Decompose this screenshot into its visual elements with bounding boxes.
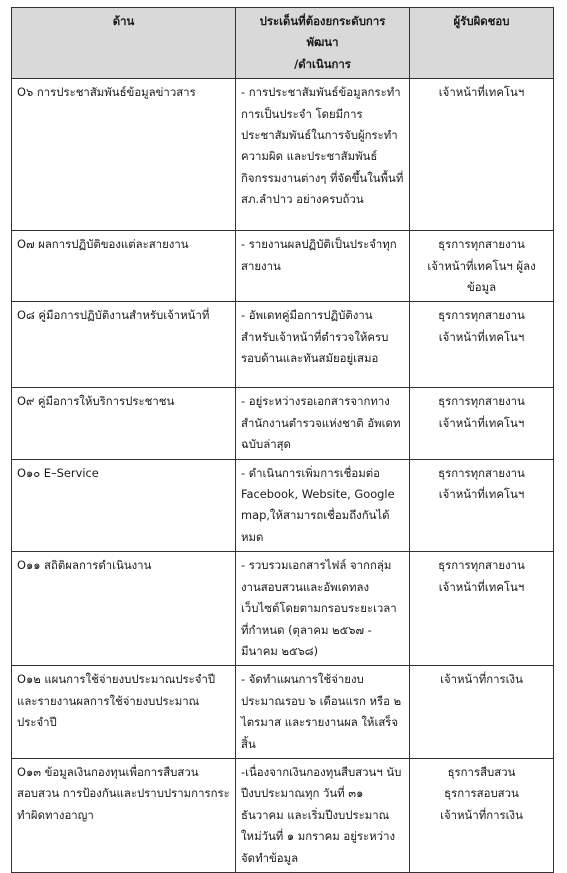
row-responsible bbox=[410, 388, 554, 459]
header-issue-line1: ประเด็นที่ต้องยกระดับการ bbox=[259, 14, 386, 28]
responsible-line: ธุรการทุกสายงาน bbox=[438, 465, 525, 480]
row-topic: O๘ คู่มือการปฏิบัติงานสำหรับเจ้าหน้าที่ bbox=[12, 302, 236, 388]
responsible-line: ธุรการทุกสายงาน bbox=[438, 394, 525, 409]
row-topic: O๑๒ แผนการใช้จ่ายงบประมาณประจำปี และรายงานผลการใช้จ่ายงบประมาณประจำปี bbox=[12, 666, 236, 759]
table-row bbox=[12, 666, 554, 759]
row-topic: O๗ ผลการปฏิบัติของแต่ละสายงาน bbox=[12, 231, 236, 302]
responsible-line: เจ้าหน้าที่เทคโนฯ bbox=[438, 415, 525, 430]
responsible-line: เจ้าหน้าที่การเงิน bbox=[440, 672, 523, 687]
responsible-line: เจ้าหน้าที่การเงิน bbox=[440, 807, 523, 822]
responsible-line: เจ้าหน้าที่เทคโนฯ bbox=[438, 329, 525, 344]
row-responsible bbox=[410, 758, 554, 872]
row-responsible bbox=[410, 552, 554, 666]
table-row bbox=[12, 79, 554, 231]
header-issue-line2: พัฒนา bbox=[306, 35, 339, 50]
header-aspect: ด้าน bbox=[12, 8, 236, 79]
header-responsible: ผู้รับผิดชอบ bbox=[410, 8, 554, 79]
row-issue: -เนื่องจากเงินกองทุนสืบสวนฯ นับปีงบประมาณทุก วันที่ ๓๑ ธันวาคม และเริ่มปีงบประมาณใหม่วันที่ ๑ มกราคม อยู่ระหว่างจัดทำข้อมูล bbox=[236, 758, 410, 872]
row-issue: - รวบรวมเอกสารไฟล์ จากกลุ่มงานสอบสวนและอัพเดทลงเว็บไซต์โดยตามกรอบระยะเวลาที่กำหนด (ตุลาคม ๒๕๖๗ - มีนาคม ๒๕๖๘) bbox=[236, 552, 410, 666]
row-issue: - อัพเดทคู่มือการปฏิบัติงานสำหรับเจ้าหน้าที่ตำรวจให้ครบรอบด้านและทันสมัยอยู่เสมอ bbox=[236, 302, 410, 388]
row-topic: O๑๓ ข้อมูลเงินกองทุนเพื่อการสืบสวนสอบสวน การป้องกันและปราบปรามการกระทำผิดทางอาญา bbox=[12, 758, 236, 872]
row-topic: O๖ การประชาสัมพันธ์ข้อมูลข่าวสาร bbox=[12, 79, 236, 231]
row-responsible bbox=[410, 231, 554, 302]
row-topic: O๑๑ สถิติผลการดำเนินงาน bbox=[12, 552, 236, 666]
row-topic: O๙ คู่มือการให้บริการประชาชน bbox=[12, 388, 236, 459]
row-issue: - อยู่ระหว่างรอเอกสารจากทางสำนักงานตำรวจแห่งชาติ อัพเดทฉบับล่าสุด bbox=[236, 388, 410, 459]
row-issue: - รายงานผลปฏิบัติเป็นประจำทุกสายงาน bbox=[236, 231, 410, 302]
action-plan-table bbox=[11, 7, 554, 873]
responsible-line: ธุรการสอบสวน bbox=[444, 786, 519, 801]
responsible-line: เจ้าหน้าที่เทคโนฯ bbox=[438, 579, 525, 594]
responsible-line: เจ้าหน้าที่เทคโนฯ ผู้ลงข้อมูล bbox=[427, 258, 536, 295]
row-issue: - ดำเนินการเพิ่มการเชื่อมต่อ Facebook, Website, Google map,ให้สามารถเชื่อมถึงกันได้หมด bbox=[236, 459, 410, 552]
table-row bbox=[12, 302, 554, 388]
table-row bbox=[12, 459, 554, 552]
table-row bbox=[12, 758, 554, 872]
responsible-line: ธุรการทุกสายงาน bbox=[438, 558, 525, 573]
table-row bbox=[12, 388, 554, 459]
row-responsible bbox=[410, 79, 554, 231]
table-header-row bbox=[12, 8, 554, 79]
row-responsible bbox=[410, 302, 554, 388]
table-row bbox=[12, 552, 554, 666]
row-issue: - การประชาสัมพันธ์ข้อมูลกระทำการเป็นประจำ โดยมีการ ประชาสัมพันธ์ในการจับผู้กระทำความผิด และประชาสัมพันธ์กิจกรรมงานต่างๆ ที่จัดขึ้นในพื้นที่ สภ.ลำปาว อย่างครบถ้วน bbox=[236, 79, 410, 231]
responsible-line: เจ้าหน้าที่เทคโนฯ bbox=[438, 487, 525, 502]
table-row bbox=[12, 231, 554, 302]
responsible-line: เจ้าหน้าที่เทคโนฯ bbox=[438, 85, 525, 100]
header-issue-line3: /ดำเนินการ bbox=[294, 56, 351, 71]
row-topic: O๑๐ E–Service bbox=[12, 459, 236, 552]
row-issue: - จัดทำแผนการใช้จ่ายงบประมาณรอบ ๖ เดือนแรก หรือ ๒ ไตรมาส และรายงานผล ให้เสร็จสิ้น bbox=[236, 666, 410, 759]
row-responsible bbox=[410, 459, 554, 552]
row-responsible bbox=[410, 666, 554, 759]
responsible-line: ธุรการทุกสายงาน bbox=[438, 308, 525, 323]
responsible-line: ธุรการทุกสายงาน bbox=[438, 237, 525, 252]
header-issue bbox=[236, 8, 410, 79]
responsible-line: ธุรการสืบสวน bbox=[447, 764, 516, 779]
